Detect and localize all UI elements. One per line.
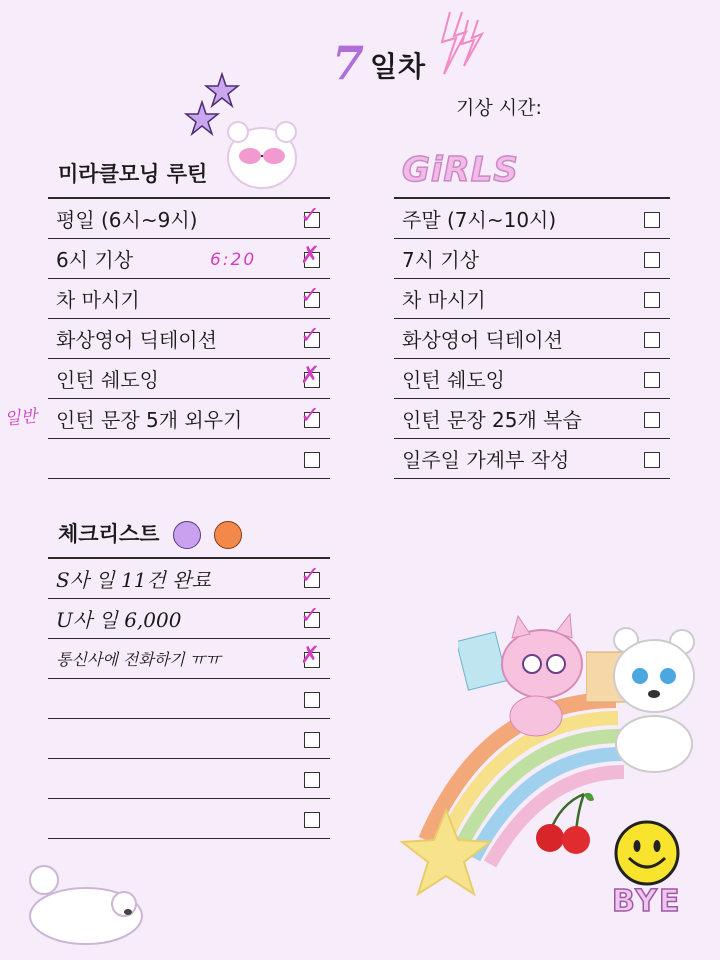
routine-label: 평일 (6시~9시): [48, 198, 294, 239]
checklist-row-6: [48, 759, 330, 799]
handwritten-time-note: 6:20: [210, 250, 257, 270]
checklist-row-5: [48, 719, 330, 759]
routine-row-6: [48, 399, 330, 439]
checklist-row-2: [48, 599, 330, 639]
routine-checkbox[interactable]: [300, 361, 321, 389]
checklist-checkbox[interactable]: [304, 732, 320, 748]
routine-label: 6시 기상: [48, 239, 294, 279]
weekend-label: 7시 기상: [394, 239, 634, 279]
weekend-checkbox[interactable]: [644, 212, 660, 228]
weekend-label: 차 마시기: [394, 279, 634, 319]
routine-row-3: [48, 279, 330, 319]
check-mark: ✓: [300, 401, 321, 429]
check-mark: ✓: [300, 561, 321, 589]
routine-checkbox[interactable]: [300, 241, 321, 269]
bye-text: BYE: [612, 884, 682, 919]
routine-label: 인턴 문장 5개 외우기: [48, 399, 294, 439]
routine-label: 차 마시기: [48, 279, 294, 319]
routine-checkbox[interactable]: [300, 281, 321, 309]
routine-row-1: [48, 198, 330, 239]
bear-character-sticker: [586, 624, 702, 774]
weekend-routine-table: [394, 197, 670, 479]
checklist-checkbox[interactable]: [300, 601, 321, 629]
checklist-label: [48, 719, 294, 759]
checklist-checkbox[interactable]: [304, 812, 320, 828]
handwritten-side-note: 일반: [3, 406, 39, 430]
weekend-checkbox[interactable]: [644, 452, 660, 468]
routine-checkbox[interactable]: [300, 201, 321, 229]
weekend-row-3: [394, 279, 670, 319]
checklist-checkbox[interactable]: [300, 561, 321, 589]
weekend-label: 인턴 문장 25개 복습: [394, 399, 634, 439]
bear-sunglasses-sticker: [222, 116, 302, 192]
checklist-table: [48, 557, 330, 839]
weekend-checkbox[interactable]: [644, 292, 660, 308]
cherry-icon: [530, 790, 596, 860]
weekend-label: 화상영어 딕테이션: [394, 319, 634, 359]
weekend-row-1: [394, 198, 670, 239]
checklist-checkbox[interactable]: [304, 772, 320, 788]
routine-row-5: [48, 359, 330, 399]
weekend-label: 주말 (7시~10시): [394, 198, 634, 239]
cross-mark: ✗: [300, 641, 321, 669]
routine-label: 화상영어 딕테이션: [48, 319, 294, 359]
routine-label: 인턴 쉐도잉: [48, 359, 294, 399]
routine-checkbox[interactable]: [300, 321, 321, 349]
checklist-title: [58, 518, 242, 549]
weekend-checkbox[interactable]: [644, 412, 660, 428]
checklist-label: 통신사에 전화하기 ㅠㅠ: [48, 639, 294, 679]
morning-routine-title: 미라클모닝 루틴: [58, 162, 208, 186]
routine-label: [48, 439, 294, 479]
day-number: 7: [332, 36, 365, 90]
weekend-row-6: [394, 399, 670, 439]
weekend-label: 인턴 쉐도잉: [394, 359, 634, 399]
routine-checkbox[interactable]: [300, 401, 321, 429]
checklist-row-1: [48, 558, 330, 599]
weekend-row-7: [394, 439, 670, 479]
check-mark: ✓: [300, 321, 321, 349]
checklist-label: U사 일 6,000: [48, 599, 294, 639]
weekend-row-4: [394, 319, 670, 359]
check-mark: ✓: [300, 601, 321, 629]
weekend-row-5: [394, 359, 670, 399]
checklist-row-7: [48, 799, 330, 839]
lightning-icon: [436, 8, 486, 78]
checklist-title-text: 체크리스트: [58, 522, 160, 546]
angry-emoji-icon: [214, 521, 242, 549]
wake-time-label: 기상 시간:: [456, 97, 542, 119]
lying-bear-sticker: [16, 862, 146, 952]
routine-row-2: [48, 239, 330, 279]
weekend-checkbox[interactable]: [644, 372, 660, 388]
day-label: 일차: [370, 50, 427, 83]
routine-checkbox[interactable]: [304, 452, 320, 468]
check-mark: ✓: [300, 201, 321, 229]
cross-mark: ✗: [300, 361, 321, 389]
morning-routine-table: [48, 197, 330, 479]
weekend-label: 일주일 가계부 작성: [394, 439, 634, 479]
smiley-icon: [612, 818, 682, 888]
cat-character-sticker: [458, 612, 598, 740]
weekend-checkbox[interactable]: [644, 332, 660, 348]
checklist-label: [48, 679, 294, 719]
routine-row-7: [48, 439, 330, 479]
cross-mark: ✗: [300, 241, 321, 269]
checklist-label: [48, 759, 294, 799]
weekend-checkbox[interactable]: [644, 252, 660, 268]
checklist-label: S사 일 11건 완료: [48, 558, 294, 599]
checklist-checkbox[interactable]: [304, 692, 320, 708]
checklist-row-4: [48, 679, 330, 719]
devil-emoji-icon: [173, 521, 201, 549]
check-mark: ✓: [300, 281, 321, 309]
girls-title: GiRLS: [402, 150, 519, 190]
checklist-label: [48, 799, 294, 839]
weekend-row-2: [394, 239, 670, 279]
checklist-checkbox[interactable]: [300, 641, 321, 669]
routine-row-4: [48, 319, 330, 359]
checklist-row-3: [48, 639, 330, 679]
